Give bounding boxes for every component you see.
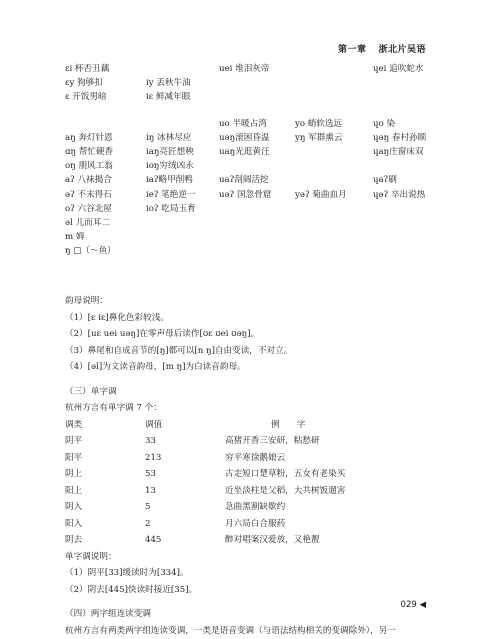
tone-value: 2 <box>145 516 150 533</box>
final-cell: ɥei 追吹蛇水 <box>373 62 423 76</box>
finals-row <box>65 62 435 76</box>
tones-header-row <box>65 417 425 434</box>
tone-row <box>65 499 425 516</box>
finals-row <box>65 230 435 244</box>
tone-row <box>65 450 425 467</box>
tone-examples: 古走短口楚草粉，五女有老染买 <box>225 466 345 483</box>
finals-note: （3）鼻尾和自成音节的[ŋ]都可以[n ŋ]自由变读，不对立。 <box>65 343 425 360</box>
tone-category: 阴去 <box>65 532 82 549</box>
final-cell: yŋ 军群熏云 <box>295 131 343 145</box>
tone-row <box>65 532 425 549</box>
finals-row <box>65 117 435 131</box>
tones-header-category: 调类 <box>65 417 82 434</box>
finals-row <box>65 202 435 216</box>
finals-row <box>65 145 435 159</box>
tone-value: 33 <box>145 433 156 450</box>
tone-category: 阴入 <box>65 499 82 516</box>
tone-row <box>65 516 425 533</box>
final-cell: iɛ 鲜减年眼 <box>146 90 190 104</box>
final-cell: oŋ 朋风工翁 <box>65 159 113 173</box>
final-cell: ioŋ穷绒凶永 <box>146 159 194 173</box>
sandhi-section-title: （四）两字组连读变调 <box>65 606 425 623</box>
final-cell: uo 半暖占湾 <box>219 117 267 131</box>
tones-intro: 杭州方言有单字调 7 个： <box>65 400 425 417</box>
final-cell: aŋ 奔灯针恩 <box>65 131 113 145</box>
tone-examples: 高猪开香三安研，粘愁研 <box>225 433 320 450</box>
final-cell: oʔ 六谷北屋 <box>65 202 112 216</box>
finals-note: （4）[əl]为文读音韵母，[m ŋ]为白读音韵母。 <box>65 359 425 376</box>
tone-value: 53 <box>145 466 156 483</box>
final-cell: ɛi 杯否丑藕 <box>65 62 109 76</box>
tones-table <box>65 417 425 549</box>
finals-row <box>65 216 435 230</box>
final-cell: ieʔ 笔绝逆一 <box>146 188 196 202</box>
final-cell: ɥəŋ 春村孙顺 <box>373 131 426 145</box>
final-cell: ŋ □（～鱼） <box>65 244 116 258</box>
tone-examples: 穷平寒徐鹅娘云 <box>225 450 285 467</box>
final-cell: uei 堆泪灰帝 <box>219 62 269 76</box>
final-cell: ɛ 开饭男暗 <box>65 90 107 104</box>
tone-category: 阳上 <box>65 483 82 500</box>
tones-section-title: （三）单字调 <box>65 384 425 401</box>
final-cell: əl 儿而耳二 <box>65 216 110 230</box>
tone-row <box>65 466 425 483</box>
final-cell: ioʔ 吃局玉育 <box>146 202 196 216</box>
final-cell: ɥəʔ 卒出说热 <box>373 188 425 202</box>
tone-examples: 醉对唱案汉爱放，又艳靓 <box>225 532 320 549</box>
chapter-title: 浙北片吴语 <box>378 45 426 55</box>
tone-category: 阳平 <box>65 450 82 467</box>
final-cell: yo 蛸软选远 <box>295 117 342 131</box>
running-header <box>338 42 426 55</box>
page-number: 029 ◀ <box>401 600 426 610</box>
tone-category: 阴上 <box>65 466 82 483</box>
tones-header-value: 调值 <box>145 417 162 434</box>
tone-examples: 急曲黑割缺歇约 <box>225 499 285 516</box>
finals-row <box>65 90 435 104</box>
tone-examples: 近坐淡柱是父稻，大共树饭遛害 <box>225 483 345 500</box>
tone-category: 阳入 <box>65 516 82 533</box>
final-cell: m 姆 <box>65 230 84 244</box>
finals-row <box>65 131 435 145</box>
tone-value: 5 <box>145 499 150 516</box>
finals-notes-heading: 韵母说明： <box>65 293 425 310</box>
final-cell: ɥo 染 <box>373 117 395 131</box>
tones-notes-heading: 单字调说明： <box>65 549 425 566</box>
finals-note: （2）[uɛ uei uəŋ]在零声母后读作[ʊɛ ʊei ʊəŋ]。 <box>65 326 425 343</box>
final-cell: ɥaʔ刷 <box>373 173 397 187</box>
final-cell: iŋ 冰林尽应 <box>146 131 191 145</box>
tone-row <box>65 483 425 500</box>
final-cell: uaʔ刮阔活挖 <box>219 173 269 187</box>
final-cell: iaʔ略甲削鸭 <box>146 173 193 187</box>
final-cell: ɥaŋ庄窗床双 <box>373 145 424 159</box>
finals-row <box>65 76 435 90</box>
tone-value: 213 <box>145 450 161 467</box>
finals-row <box>65 244 435 258</box>
final-cell: yəʔ 菊曲血月 <box>295 188 347 202</box>
tones-header-examples: 例 字 <box>271 417 305 434</box>
finals-table <box>65 62 435 258</box>
final-cell: uaŋ光逛黄汪 <box>219 145 270 159</box>
tone-category: 阴平 <box>65 433 82 450</box>
final-cell: iaŋ亮匠想秧 <box>146 145 194 159</box>
final-cell: aʔ 八袜揭合 <box>65 173 112 187</box>
tone-value: 13 <box>145 483 156 500</box>
final-cell: ɑŋ 帮忙硬香 <box>65 145 113 159</box>
tone-examples: 月六局白合服药 <box>225 516 285 533</box>
final-cell: əʔ 不末得石 <box>65 188 112 202</box>
finals-note: （1）[ɛ iɛ]鼻化色彩较浅。 <box>65 310 425 327</box>
chapter-label: 第一章 <box>338 45 367 55</box>
finals-row <box>65 173 435 187</box>
finals-row <box>65 159 435 173</box>
final-cell: uəŋ滚困昏温 <box>219 131 270 145</box>
tones-note: （2）阴去[445]快读时接近[35]。 <box>65 582 425 599</box>
sandhi-body: 杭州方言有两类两字组连读变调，一类是语音变调（与语法结构相关的变调除外），另一 <box>65 623 425 639</box>
final-cell: iy 丢秋牛油 <box>146 76 191 90</box>
tones-note: （1）阴平[33]缓读时为[334]。 <box>65 565 425 582</box>
tone-value: 445 <box>145 532 161 549</box>
final-cell: uəʔ 国忽骨窟 <box>219 188 271 202</box>
tone-row <box>65 433 425 450</box>
final-cell: ɛy 狗够扣 <box>65 76 103 90</box>
finals-row <box>65 188 435 202</box>
text-body <box>65 293 425 639</box>
